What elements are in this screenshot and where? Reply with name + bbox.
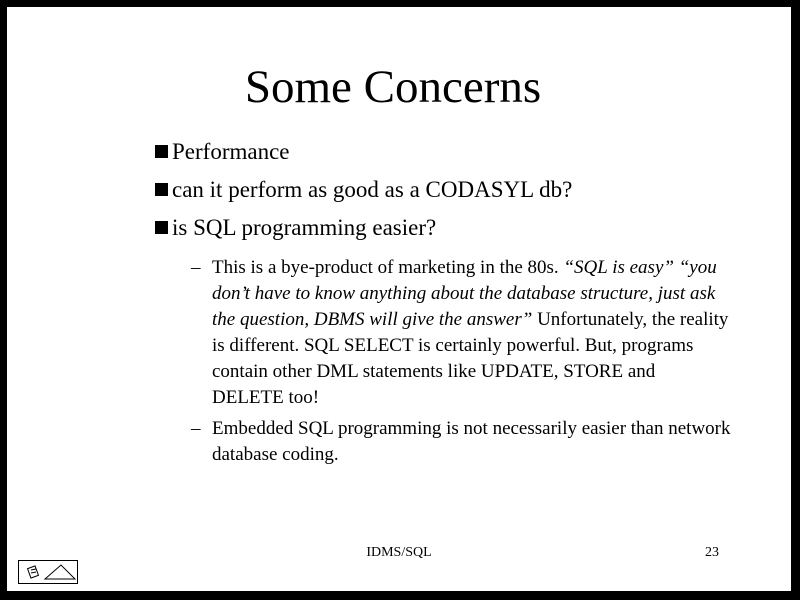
triangle-up-icon[interactable] [45,565,75,579]
footer-label: IDMS/SQL [366,545,432,560]
square-bullet-icon [155,221,168,234]
bullet-item: can it perform as good as a CODASYL db? [155,175,755,213]
slide-title: Some Concerns [244,61,542,113]
sub-bullet-list [191,255,731,473]
square-bullet-icon [155,183,168,196]
nav-icons-svg [19,561,77,583]
slide [7,7,791,591]
slide-notes-icon[interactable] [28,566,39,578]
sub-bullet-quote: “SQL is easy” “you don’t have to know anything about the database structure, just ask the question, DBMS will give the answer” [212,257,717,330]
page-number: 23 [705,545,719,560]
bullet-item: is SQL programming easier? [155,213,755,251]
dash-marker: – [191,257,201,278]
bullet-item: Performance [155,137,755,175]
sub-bullet-item [191,416,731,468]
sub-bullet-text: This is a bye-product of marketing in the 80s. [212,257,564,278]
bullet-list [155,137,755,251]
sub-bullet-text: Embedded SQL programming is not necessarily easier than network database coding. [212,418,731,465]
square-bullet-icon [155,145,168,158]
sub-bullet-item [191,255,731,411]
slide-nav-control[interactable] [18,560,78,584]
dash-marker: – [191,418,201,439]
sub-bullet-text: Unfortunately, the reality is different. SQL SELECT is certainly powerful. But, programs contain other DML statements like UPDATE, STORE and DELETE too! [212,309,729,408]
